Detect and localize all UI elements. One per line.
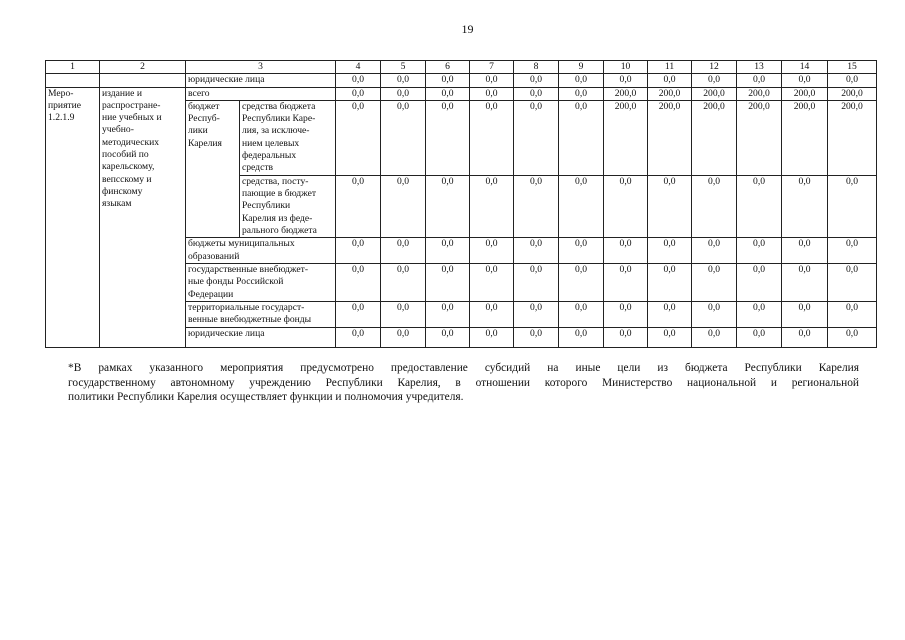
value-cell: 0,0: [782, 238, 828, 264]
col-header: 2: [100, 61, 186, 74]
col-header: 4: [336, 61, 381, 74]
value-cell: 200,0: [692, 100, 737, 175]
value-cell: 0,0: [737, 74, 782, 87]
value-cell: 0,0: [336, 327, 381, 347]
value-cell: 0,0: [648, 74, 692, 87]
value-cell: 0,0: [648, 238, 692, 264]
footnote-line: *В рамках указанного мероприятия предусмотрено предоставление субсидий на иные цели из бюджета Республики Карелия: [68, 362, 859, 374]
value-cell: 0,0: [782, 175, 828, 237]
value-cell: 0,0: [828, 74, 877, 87]
value-cell: 0,0: [737, 327, 782, 347]
value-cell: 0,0: [514, 238, 559, 264]
value-cell: 0,0: [470, 263, 514, 301]
footnote: [68, 361, 859, 405]
value-cell: 0,0: [336, 87, 381, 100]
table-row: [46, 74, 877, 87]
value-cell: 0,0: [648, 263, 692, 301]
value-cell: 0,0: [737, 301, 782, 327]
source-label: государственные внебюджет- ные фонды Российской Федерации: [186, 263, 336, 301]
value-cell: 200,0: [782, 100, 828, 175]
value-cell: 0,0: [426, 238, 470, 264]
value-cell: 0,0: [737, 175, 782, 237]
source-label: юридические лица: [186, 74, 336, 87]
event-description: издание и распростране- ние учебных и учебно- методических пособий по карельскому, вепсскому и финскому языкам: [100, 87, 186, 347]
value-cell: 0,0: [648, 301, 692, 327]
col-header: 8: [514, 61, 559, 74]
value-cell: 0,0: [470, 100, 514, 175]
value-cell: 0,0: [559, 74, 604, 87]
value-cell: 0,0: [648, 327, 692, 347]
source-label: бюджеты муниципальных образований: [186, 238, 336, 264]
value-cell: 200,0: [604, 87, 648, 100]
col-header: 6: [426, 61, 470, 74]
value-cell: 0,0: [828, 175, 877, 237]
value-cell: 0,0: [470, 238, 514, 264]
value-cell: 200,0: [828, 87, 877, 100]
col-header: 3: [186, 61, 336, 74]
value-cell: 0,0: [470, 87, 514, 100]
value-cell: 0,0: [381, 301, 426, 327]
value-cell: 0,0: [336, 238, 381, 264]
value-cell: 0,0: [737, 263, 782, 301]
value-cell: 0,0: [737, 238, 782, 264]
value-cell: 0,0: [514, 74, 559, 87]
value-cell: 0,0: [336, 175, 381, 237]
value-cell: 0,0: [692, 175, 737, 237]
col-header: 15: [828, 61, 877, 74]
value-cell: 0,0: [828, 327, 877, 347]
value-cell: 0,0: [559, 87, 604, 100]
footnote-line: государственному автономному учреждению Республики Карелия, в отношении которого Министерство национальной и региональной: [68, 376, 859, 389]
value-cell: 0,0: [648, 175, 692, 237]
value-cell: 0,0: [336, 100, 381, 175]
value-cell: 0,0: [514, 100, 559, 175]
value-cell: 200,0: [604, 100, 648, 175]
value-cell: 0,0: [604, 74, 648, 87]
value-cell: 0,0: [559, 263, 604, 301]
value-cell: 0,0: [782, 327, 828, 347]
value-cell: 0,0: [470, 327, 514, 347]
value-cell: 0,0: [336, 74, 381, 87]
value-cell: 200,0: [648, 87, 692, 100]
value-cell: 0,0: [514, 327, 559, 347]
col-header: 1: [46, 61, 100, 74]
value-cell: 0,0: [381, 87, 426, 100]
value-cell: 0,0: [336, 301, 381, 327]
value-cell: 0,0: [514, 175, 559, 237]
value-cell: 200,0: [692, 87, 737, 100]
value-cell: 0,0: [559, 301, 604, 327]
value-cell: 200,0: [648, 100, 692, 175]
value-cell: 0,0: [692, 301, 737, 327]
value-cell: 0,0: [381, 74, 426, 87]
value-cell: 200,0: [782, 87, 828, 100]
value-cell: 0,0: [559, 100, 604, 175]
value-cell: 0,0: [426, 263, 470, 301]
value-cell: 0,0: [514, 301, 559, 327]
col-header: 11: [648, 61, 692, 74]
source-label: всего: [186, 87, 336, 100]
value-cell: 0,0: [426, 301, 470, 327]
source-label: средства бюджета Республики Каре- лия, за исключе- нием целевых федеральных средств: [240, 100, 336, 175]
value-cell: 0,0: [692, 74, 737, 87]
source-label: юридические лица: [186, 327, 336, 347]
value-cell: 200,0: [737, 100, 782, 175]
value-cell: 0,0: [604, 301, 648, 327]
value-cell: 0,0: [559, 175, 604, 237]
event-number: Меро- приятие 1.2.1.9: [46, 87, 100, 347]
value-cell: 0,0: [782, 74, 828, 87]
value-cell: 0,0: [782, 301, 828, 327]
cell-empty: [46, 74, 100, 87]
value-cell: 0,0: [604, 327, 648, 347]
col-header: 12: [692, 61, 737, 74]
col-header: 14: [782, 61, 828, 74]
value-cell: 0,0: [426, 100, 470, 175]
value-cell: 0,0: [381, 175, 426, 237]
value-cell: 0,0: [828, 263, 877, 301]
value-cell: 0,0: [604, 263, 648, 301]
value-cell: 0,0: [336, 263, 381, 301]
table-row: [46, 87, 877, 100]
value-cell: 0,0: [828, 301, 877, 327]
value-cell: 0,0: [470, 175, 514, 237]
value-cell: 0,0: [514, 263, 559, 301]
value-cell: 0,0: [426, 74, 470, 87]
page-number: 19: [461, 22, 474, 36]
col-header: 9: [559, 61, 604, 74]
value-cell: 200,0: [737, 87, 782, 100]
value-cell: 0,0: [381, 327, 426, 347]
value-cell: 0,0: [782, 263, 828, 301]
value-cell: 0,0: [692, 327, 737, 347]
source-label: территориальные государст- венные внебюджетные фонды: [186, 301, 336, 327]
value-cell: 0,0: [426, 87, 470, 100]
value-cell: 200,0: [828, 100, 877, 175]
value-cell: 0,0: [381, 100, 426, 175]
value-cell: 0,0: [828, 238, 877, 264]
col-header: 10: [604, 61, 648, 74]
value-cell: 0,0: [692, 238, 737, 264]
value-cell: 0,0: [604, 238, 648, 264]
value-cell: 0,0: [470, 74, 514, 87]
funding-table: [45, 60, 877, 348]
value-cell: 0,0: [514, 87, 559, 100]
value-cell: 0,0: [692, 263, 737, 301]
value-cell: 0,0: [604, 175, 648, 237]
budget-label: бюджет Респуб- лики Карелия: [186, 100, 240, 237]
value-cell: 0,0: [426, 327, 470, 347]
value-cell: 0,0: [426, 175, 470, 237]
value-cell: 0,0: [381, 263, 426, 301]
value-cell: 0,0: [381, 238, 426, 264]
value-cell: 0,0: [559, 327, 604, 347]
value-cell: 0,0: [470, 301, 514, 327]
col-header: 13: [737, 61, 782, 74]
source-label: средства, посту- пающие в бюджет Республики Карелия из феде- рального бюджета: [240, 175, 336, 237]
cell-empty: [100, 74, 186, 87]
table-header-row: [46, 61, 877, 74]
col-header: 7: [470, 61, 514, 74]
footnote-line: политики Республики Карелия осуществляет функции и полномочия учредителя.: [68, 391, 464, 403]
col-header: 5: [381, 61, 426, 74]
value-cell: 0,0: [559, 238, 604, 264]
